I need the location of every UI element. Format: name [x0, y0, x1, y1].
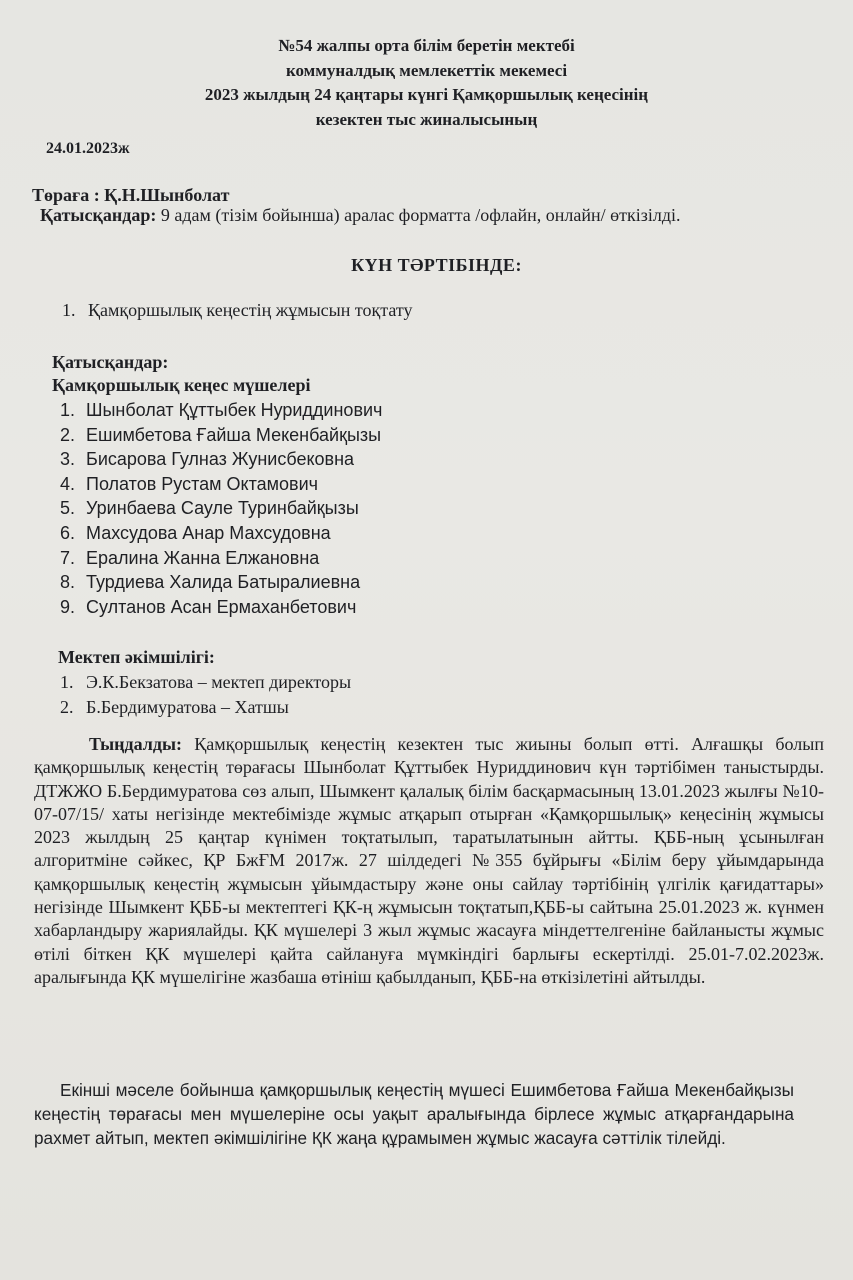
list-item — [60, 546, 382, 571]
members-list — [60, 398, 382, 619]
member-name: Махсудова Анар Махсудовна — [86, 522, 331, 543]
list-item-number: 3. — [60, 449, 76, 470]
list-item — [60, 521, 382, 546]
list-item — [60, 447, 382, 472]
participants-label: Қатысқандар: — [40, 205, 157, 225]
list-item — [60, 423, 382, 448]
document-date: 24.01.2023ж — [46, 140, 130, 157]
document-header — [0, 34, 853, 132]
member-name: Султанов Асан Ермаханбетович — [86, 596, 357, 617]
agenda-item-number: 1. — [62, 300, 76, 320]
member-name: Турдиева Халида Батыралиевна — [86, 572, 361, 593]
header-line-meeting-type: кезектен тыс жиналысының — [315, 109, 538, 129]
participants-summary — [40, 205, 681, 226]
list-item-number: 2. — [60, 696, 74, 717]
heard-paragraph — [34, 733, 824, 989]
participants-text: 9 адам (тізім бойынша) аралас форматта /офлайн, онлайн/ өткізілді. — [156, 205, 681, 225]
list-item-number: 9. — [60, 596, 76, 617]
list-item — [60, 496, 382, 521]
list-item-number: 2. — [60, 424, 76, 445]
member-name: Полатов Рустам Октамович — [86, 473, 319, 494]
agenda-item — [62, 300, 413, 321]
member-name: Уринбаева Сауле Туринбайқызы — [86, 498, 359, 519]
list-item — [60, 472, 382, 497]
member-name: Ешимбетова Ғайша Мекенбайқызы — [86, 424, 382, 445]
member-name: Шынболат Құттыбек Нуриддинович — [86, 400, 383, 420]
admin-name: Э.К.Бекзатова – мектеп директоры — [86, 672, 352, 692]
list-item — [60, 695, 351, 720]
member-name: Ералина Жанна Елжановна — [86, 547, 320, 568]
list-item-number: 5. — [60, 498, 76, 519]
agenda-title: КҮН ТӘРТІБІНДЕ: — [351, 255, 522, 275]
heard-label: Тыңдалды: — [89, 734, 183, 754]
heard-text: Қамқоршылық кеңестің кезектен тыс жиыны болып өтті. Алғашқы болып қамқоршылық кеңестің төрағасы Шынболат Құттыбек Нуриддинович күн тәртібімен таныстырды. ДТЖЖО Б.Бердимуратова сөз алып, Шымкент қалалық білім басқармасының 13.01.2023 жылғы №10-07-07/15/ хаты негізінде мектебімізде жұмыс атқарып отырған «Қамқоршылық» кеңесінің жұмысы 2023 жылдың 25 қаңтар күнімен тоқтатылып, таратылатынын айтты. ҚББ-ның ұсынылған алгоритміне сәйкес, ҚР БжҒМ 2017ж. 27 шілдедегі №355 бұйрығы «Білім беру ұйымдарында қамқоршылық кеңестің жұмысын ұйымдастыру және оны сайлау тәртібінің үлгілік қағидаттары» негізінде Шымкент ҚББ-ы мектептегі ҚК-ң жұмысын тоқтатып,ҚББ-ы сайтына 25.01.2023 ж. күнмен хабарландыру жариялайды. ҚК мүшелері 3 жыл жұмыс жасауға міндеттелгеніне байланысты жұмыс өтілі біткен ҚК мүшелері қайта сайлануға мүмкіндігі барлығы ескертілді. 25.01-7.02.2023ж. аралығында ҚК мүшелігіне жазбаша өтініш қабылданып, ҚББ-на өткізілетіні айтылды. — [34, 734, 824, 987]
list-item — [60, 595, 382, 620]
list-item — [60, 398, 382, 423]
list-item-number: 4. — [60, 473, 76, 494]
members-heading: Қамқоршылық кеңес мүшелері — [52, 375, 311, 395]
admin-heading: Мектеп әкімшілігі: — [58, 647, 215, 667]
list-item — [60, 570, 382, 595]
admin-name: Б.Бердимуратова – Хатшы — [86, 696, 289, 717]
list-item — [60, 670, 351, 695]
header-line-meeting-date: 2023 жылдың 24 қаңтары күнгі Қамқоршылық кеңесінің — [204, 85, 649, 104]
attendees-heading: Қатысқандар: — [52, 352, 169, 372]
second-issue-paragraph: Екінші мәселе бойынша қамқоршылық кеңестің мүшесі Ешимбетова Ғайша Мекенбайқызы кеңестің төрағасы мен мүшелеріне осы уақыт аралығында бірлесе жұмыс атқарғандарына рахмет айтып, мектеп әкімшілігіне ҚК жаңа құрамымен жұмыс жасауға сәттілік тілейді. — [34, 1080, 794, 1148]
list-item-number: 6. — [60, 522, 76, 543]
admin-list — [60, 670, 351, 719]
agenda-item-text: Қамқоршылық кеңестің жұмысын тоқтату — [88, 300, 413, 320]
list-item-number: 7. — [60, 547, 76, 568]
list-item-number: 1. — [60, 400, 76, 420]
list-item-number: 8. — [60, 572, 76, 593]
chairperson: Төраға : Қ.Н.Шынболат — [32, 185, 230, 205]
list-item-number: 1. — [60, 672, 74, 692]
header-line-institution: коммуналдық мемлекеттік мекемесі — [285, 60, 568, 80]
header-line-school: №54 жалпы орта білім беретін мектебі — [278, 36, 575, 55]
member-name: Бисарова Гулназ Жунисбековна — [86, 449, 355, 470]
